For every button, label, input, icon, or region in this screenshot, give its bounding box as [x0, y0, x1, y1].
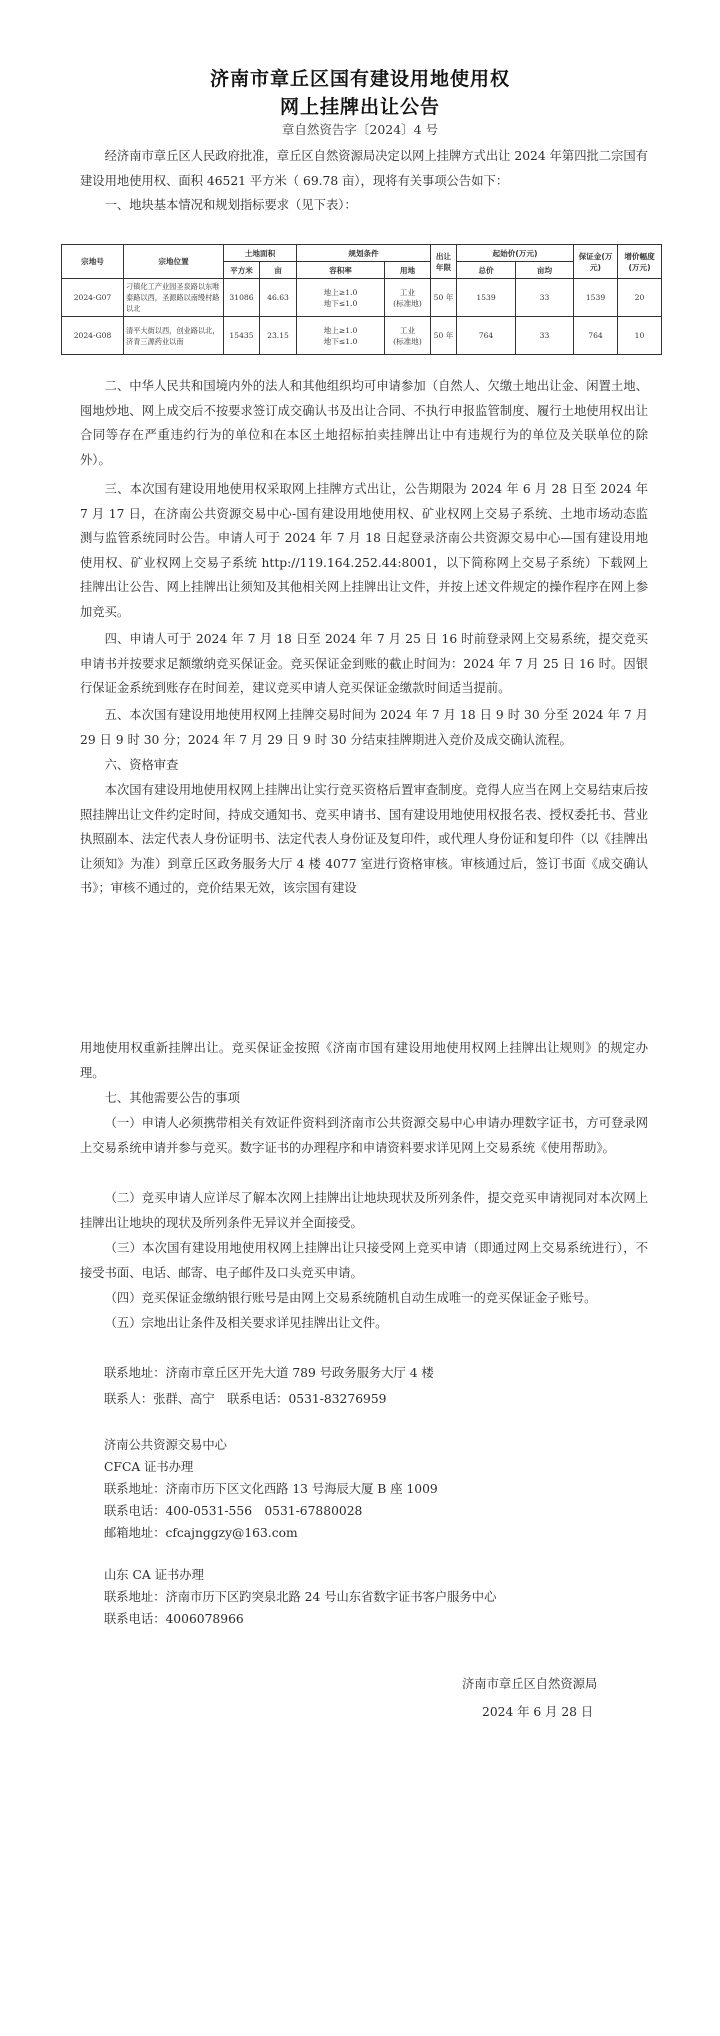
cell-area-sqm: 31086: [224, 279, 260, 317]
cell-area-mu: 23.15: [260, 317, 297, 355]
header-start-price: 起始价(万元): [457, 245, 574, 262]
contact-dept: 山东 CA 证书办理: [104, 1568, 204, 1582]
cell-total: 764: [457, 317, 516, 355]
cell-far: [297, 317, 385, 355]
section3-paragraph: 三、本次国有建设用地使用权采取网上挂牌方式出让，公告期限为 2024 年 6 月 28 日至 2024 年 7 月 17 日，在济南公共资源交易中心-国有建设用地使用权、矿业权网上交易子系统、土地市场动态监测与监管系统同时公告。申请人可于 2024 年 7 月 18 日起登录济南公共资源交易中心—国有建设用地使用权、矿业权网上交易子系统 http://119.164.252.44:8001，以下简称网上交易子系统）下载网上挂牌出让公告、网上挂牌出让须知及其他相关网上挂牌出让文件，并按上述文件规定的操作程序在网上参加竞买。: [80, 482, 648, 619]
section7-item-3: （三）本次国有建设用地使用权网上挂牌出让只接受网上竞买申请（即通过网上交易系统进行），不接受书面、电话、邮寄、电子邮件及口头竞买申请。: [80, 1241, 648, 1280]
header-increment: 增价幅度(万元): [618, 245, 662, 279]
use-type: 工业: [399, 325, 416, 335]
header-area-sqm: 平方米: [224, 262, 260, 279]
intro-paragraph: 经济南市章丘区人民政府批准，章丘区自然资源局决定以网上挂牌方式出让 2024 年第四批二宗国有建设用地使用权、面积 46521 平方米（ 69.78 亩），现将有关事项公告如下：: [80, 149, 648, 188]
table-row: [62, 279, 662, 317]
table-row: [62, 317, 662, 355]
contact-org: 济南公共资源交易中心: [104, 1438, 227, 1452]
cell-deposit: 1539: [574, 279, 618, 317]
section6-paragraph-part1: 本次国有建设用地使用权网上挂牌出让实行竞买资格后置审查制度。竞得人应当在网上交易结束后按照挂牌出让文件约定时间，持成交通知书、竞买申请书、国有建设用地使用权报名表、授权委托书、营业执照副本、法定代表人身份证明书、法定代表人身份证及复印件，或代理人身份证和复印件（以《挂牌出让须知》为准）到章丘区政务服务大厅 4 楼 4077 室进行资格审核。审核通过后，签订书面《成交确认书》；审核不通过的，竞价结果无效，该宗国有建设: [80, 783, 648, 896]
section1-heading: 一、地块基本情况和规划指标要求（见下表）：: [104, 198, 357, 212]
section7-item-1: （一）申请人必须携带相关有效证件资料到济南市公共资源交易中心申请办理数字证书，方可登录网上交易系统申请并参与竞买。数字证书的办理程序和申请资料要求详见网上交易系统《使用帮助》。: [80, 1116, 648, 1155]
contact-address: 联系地址：济南市历下区趵突泉北路 24 号山东省数字证书客户服务中心: [104, 1590, 497, 1604]
contact-block-shandong-ca: [104, 1564, 664, 1630]
cell-total: 1539: [457, 279, 516, 317]
cell-years: 50 年: [431, 279, 457, 317]
header-use: 用地: [385, 262, 431, 279]
header-parcel-no: 宗地号: [62, 245, 124, 279]
cell-location: 刁镇化工产业园圣泉路以东唯泰路以西，圣源路以南缦村路以北: [124, 279, 224, 317]
cell-per-mu: 33: [516, 317, 574, 355]
header-area-mu: 亩: [260, 262, 297, 279]
cell-location: 清平大街以西，创业路以北，济青三源药业以南: [124, 317, 224, 355]
contact-phone: 联系电话：4006078966: [104, 1612, 244, 1626]
contact-block-cfca: [104, 1434, 664, 1544]
section2-paragraph: 二、中华人民共和国境内外的法人和其他组织均可申请参加（自然人、欠缴土地出让金、闲置土地、囤地炒地、网上成交后不按要求签订成交确认书及出让合同、不执行申报监管制度、履行土地使用权出让合同等存在严重违约行为的单位和在本区土地招标拍卖挂牌出让中有违规行为的单位及关联单位的除外）。: [80, 379, 648, 467]
contact-phone: 联系电话：400-0531-556 0531-67880028: [104, 1504, 363, 1518]
header-planning: 规划条件: [297, 245, 431, 262]
header-per-mu: 亩均: [516, 262, 574, 279]
contact-address: 联系地址：济南市历下区文化西路 13 号海辰大厦 B 座 1009: [104, 1482, 438, 1496]
cell-use: [385, 317, 431, 355]
cell-increment: 20: [618, 279, 662, 317]
far-below: 地下≤1.0: [323, 298, 358, 308]
use-type: 工业: [399, 287, 416, 297]
cell-parcel-no: 2024-G07: [62, 279, 124, 317]
cell-per-mu: 33: [516, 279, 574, 317]
use-note: (标准地): [393, 298, 422, 308]
section7-item-5: （五）宗地出让条件及相关要求详见挂牌出让文件。: [104, 1316, 388, 1330]
header-area: 土地面积: [224, 245, 297, 262]
land-parcel-table: [61, 244, 662, 355]
contact-dept: CFCA 证书办理: [104, 1460, 194, 1474]
cell-parcel-no: 2024-G08: [62, 317, 124, 355]
section6-heading: 六、资格审查: [104, 758, 179, 772]
page-title-line2: 网上挂牌出让公告: [279, 96, 440, 118]
far-above: 地上≥1.0: [323, 325, 358, 335]
header-far: 容积率: [297, 262, 385, 279]
cell-far: [297, 279, 385, 317]
section7-heading: 七、其他需要公告的事项: [104, 1091, 240, 1105]
header-years: 出让年限: [431, 245, 457, 279]
header-location: 宗地位置: [124, 245, 224, 279]
contact-email: 邮箱地址：cfcajnggzy@163.com: [104, 1526, 298, 1540]
contact-people: 联系人：张群、高宁 联系电话：0531-83276959: [104, 1392, 387, 1406]
contact-address: 联系地址：济南市章丘区开先大道 789 号政务服务大厅 4 楼: [104, 1366, 434, 1380]
cell-area-sqm: 15435: [224, 317, 260, 355]
cell-years: 50 年: [431, 317, 457, 355]
header-total: 总价: [457, 262, 516, 279]
section4-paragraph: 四、申请人可于 2024 年 7 月 18 日至 2024 年 7 月 25 日 16 时前登录网上交易系统，提交竞买申请书并按要求足额缴纳竞买保证金。竞买保证金到账的截止时间为：2024 年 7 月 25 日 16 时。因银行保证金系统到账存在时间差，建议竞买申请人竞买保证金缴款时间适当提前。: [80, 632, 648, 696]
section7-item-2: （二）竞买申请人应详尽了解本次网上挂牌出让地块现状及所列条件，提交竞买申请视同对本次网上挂牌出让地块的现状及所列条件无异议并全面接受。: [80, 1191, 648, 1230]
far-below: 地下≤1.0: [323, 336, 358, 346]
document-number: 章自然资告字〔2024〕4 号: [281, 122, 439, 137]
page-title-line1: 济南市章丘区国有建设用地使用权: [209, 68, 510, 90]
signature-date: 2024 年 6 月 28 日: [482, 1705, 594, 1719]
cell-area-mu: 46.63: [260, 279, 297, 317]
section6-paragraph-part2: 用地使用权重新挂牌出让。竞买保证金按照《济南市国有建设用地使用权网上挂牌出让规则》的规定办理。: [80, 1041, 648, 1080]
far-above: 地上≥1.0: [323, 287, 358, 297]
section7-item-4: （四）竞买保证金缴纳银行账号是由网上交易系统随机自动生成唯一的竞买保证金子账号。: [104, 1291, 597, 1305]
header-deposit: 保证金(万元): [574, 245, 618, 279]
cell-increment: 10: [618, 317, 662, 355]
section5-paragraph: 五、本次国有建设用地使用权网上挂牌交易时间为 2024 年 7 月 18 日 9 时 30 分至 2024 年 7 月 29 日 9 时 30 分；2024 年 7 月 29 日 9 时 30 分结束挂牌期进入竞价及成交确认流程。: [80, 708, 648, 747]
signature-org: 济南市章丘区自然资源局: [462, 1677, 598, 1691]
use-note: (标准地): [393, 336, 422, 346]
cell-use: [385, 279, 431, 317]
contact-block-zhangqiu: [104, 1362, 664, 1410]
cell-deposit: 764: [574, 317, 618, 355]
